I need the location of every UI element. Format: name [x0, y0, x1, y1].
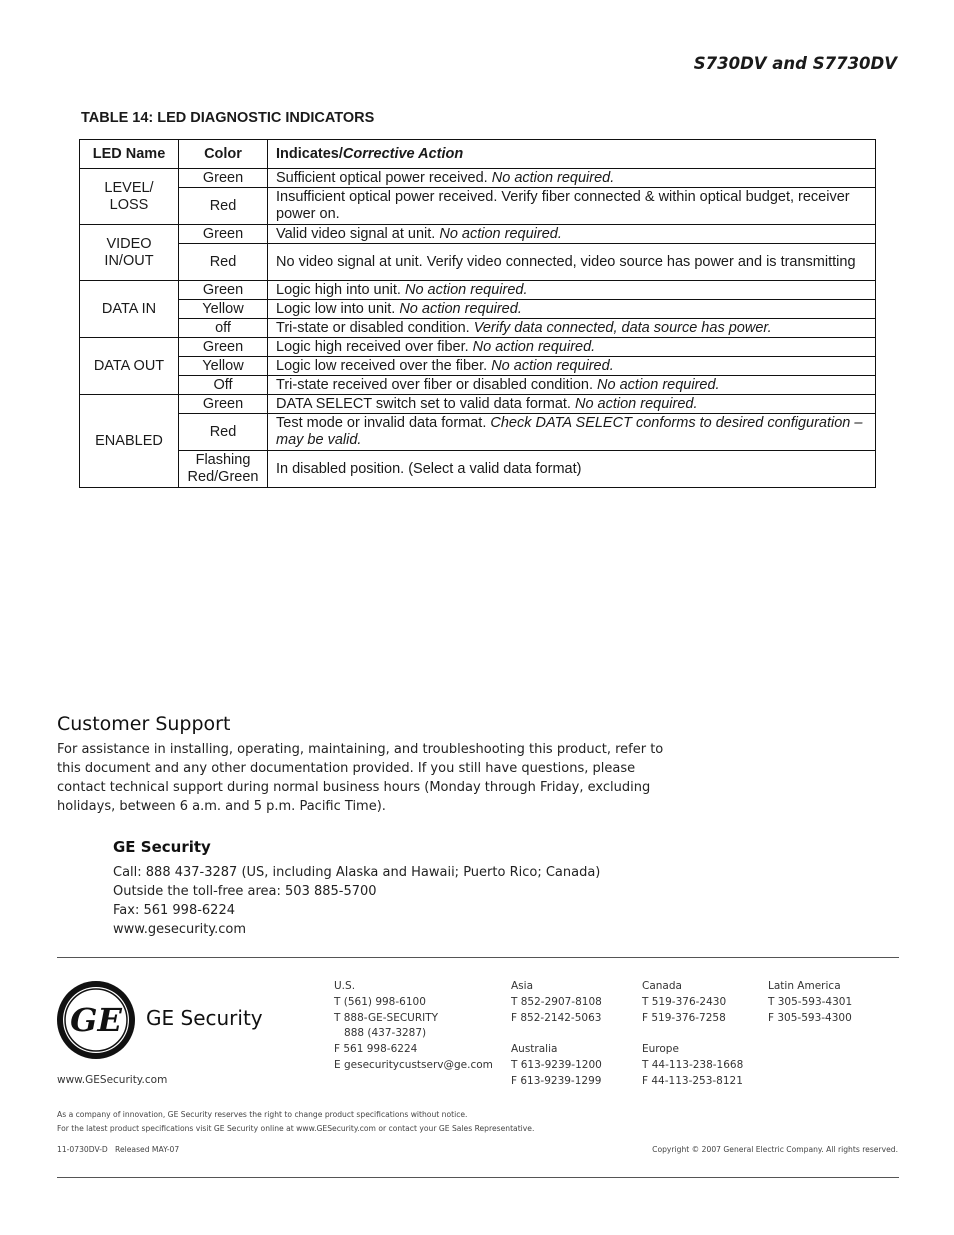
document-title: S730DV and S7730DV [693, 54, 897, 73]
color-cell: Off [179, 376, 268, 395]
contact-website-link[interactable]: www.gesecurity.com [113, 922, 247, 937]
ge-logo [56, 980, 136, 1060]
contact-phone: Call: 888 437-3287 (US, including Alaska and Hawaii; Puerto Rico; Canada) [113, 865, 601, 880]
table-row [80, 188, 876, 225]
footer-website-link[interactable]: www.GESecurity.com [57, 1074, 168, 1086]
color-cell: Green [179, 169, 268, 188]
footer-top-divider [57, 957, 899, 958]
color-cell: Green [179, 225, 268, 244]
document-id: 11-0730DV-D Released MAY-07 [57, 1145, 180, 1154]
office-us: U.S. T (561) 998-6100 T 888-GE-SECURITY 888 (437-3287) F 561 998-6224 E gesecuritycustserv@ge.com [334, 980, 493, 1071]
column-header-color: Color [179, 140, 268, 169]
indicates-cell: Insufficient optical power received. Verify fiber connected & within optical budget, receiver power on. [268, 188, 876, 225]
color-cell: Yellow [179, 300, 268, 319]
table-row [80, 451, 876, 488]
table-row [80, 357, 876, 376]
table-header-row [80, 140, 876, 169]
led-name-data-out: DATA OUT [80, 338, 179, 395]
indicates-cell: Valid video signal at unit. No action required. [268, 225, 876, 244]
led-name-data-in: DATA IN [80, 281, 179, 338]
table-row [80, 169, 876, 188]
indicates-cell: No video signal at unit. Verify video connected, video source has power and is transmitting [268, 244, 876, 281]
indicates-cell: DATA SELECT switch set to valid data format. No action required. [268, 395, 876, 414]
ge-security-heading: GE Security [113, 838, 211, 856]
indicates-cell: Logic low received over the fiber. No action required. [268, 357, 876, 376]
office-australia: Australia T 613-9239-1200 F 613-9239-1299 [511, 1043, 602, 1087]
ge-monogram: GE [70, 1001, 122, 1039]
indicates-cell: Logic high received over fiber. No action required. [268, 338, 876, 357]
led-name-enabled: ENABLED [80, 395, 179, 488]
disclaimer-line-1: As a company of innovation, GE Security reserves the right to change product specifications without notice. [57, 1110, 468, 1119]
color-cell: Red [179, 244, 268, 281]
table-row [80, 376, 876, 395]
column-header-indicates: Indicates/Corrective Action [268, 140, 876, 169]
column-header-led-name: LED Name [80, 140, 179, 169]
disclaimer-line-2: For the latest product specifications visit GE Security online at www.GESecurity.com or contact your GE Sales Representative. [57, 1124, 535, 1133]
table-row [80, 414, 876, 451]
office-latin-america: Latin America T 305-593-4301 F 305-593-4300 [768, 980, 853, 1024]
color-cell: Yellow [179, 357, 268, 376]
copyright-notice: Copyright © 2007 General Electric Company. All rights reserved. [652, 1145, 898, 1154]
color-cell: Green [179, 395, 268, 414]
indicates-cell: Logic high into unit. No action required. [268, 281, 876, 300]
indicates-cell: In disabled position. (Select a valid data format) [268, 451, 876, 488]
color-cell: Green [179, 338, 268, 357]
table-row [80, 395, 876, 414]
table-row [80, 319, 876, 338]
led-diagnostic-table [79, 139, 876, 488]
office-canada: Canada T 519-376-2430 F 519-376-7258 [642, 980, 727, 1024]
customer-support-heading: Customer Support [57, 713, 231, 735]
indicates-cell: Tri-state or disabled condition. Verify data connected, data source has power. [268, 319, 876, 338]
table-row [80, 300, 876, 319]
color-cell: Flashing Red/Green [179, 451, 268, 488]
contact-fax: Fax: 561 998-6224 [113, 903, 235, 918]
color-cell: Red [179, 188, 268, 225]
led-name-video: VIDEO IN/OUT [80, 225, 179, 281]
table-row [80, 244, 876, 281]
indicates-cell: Tri-state received over fiber or disabled condition. No action required. [268, 376, 876, 395]
color-cell: off [179, 319, 268, 338]
table-row [80, 281, 876, 300]
color-cell: Red [179, 414, 268, 451]
contact-outside: Outside the toll-free area: 503 885-5700 [113, 884, 377, 899]
table-caption: TABLE 14: LED DIAGNOSTIC INDICATORS [81, 110, 375, 126]
footer-brand-name: GE Security [146, 1006, 263, 1030]
customer-support-body: For assistance in installing, operating, maintaining, and troubleshooting this product, refer to this document and any other documentation provided. If you still have questions, please contact technical support during normal business hours (Monday through Friday, excluding holidays, between 6 a.m. and 5 p.m. Pacific Time). [57, 742, 664, 814]
office-asia: Asia T 852-2907-8108 F 852-2142-5063 [511, 980, 602, 1024]
led-name-level-loss: LEVEL/ LOSS [80, 169, 179, 225]
indicates-cell: Test mode or invalid data format. Check DATA SELECT conforms to desired configuration – may be valid. [268, 414, 876, 451]
table-row [80, 225, 876, 244]
office-europe: Europe T 44-113-238-1668 F 44-113-253-8121 [642, 1043, 744, 1087]
table-row [80, 338, 876, 357]
indicates-cell: Sufficient optical power received. No action required. [268, 169, 876, 188]
color-cell: Green [179, 281, 268, 300]
indicates-cell: Logic low into unit. No action required. [268, 300, 876, 319]
footer-bottom-divider [57, 1177, 899, 1178]
contact-lines [113, 863, 600, 939]
